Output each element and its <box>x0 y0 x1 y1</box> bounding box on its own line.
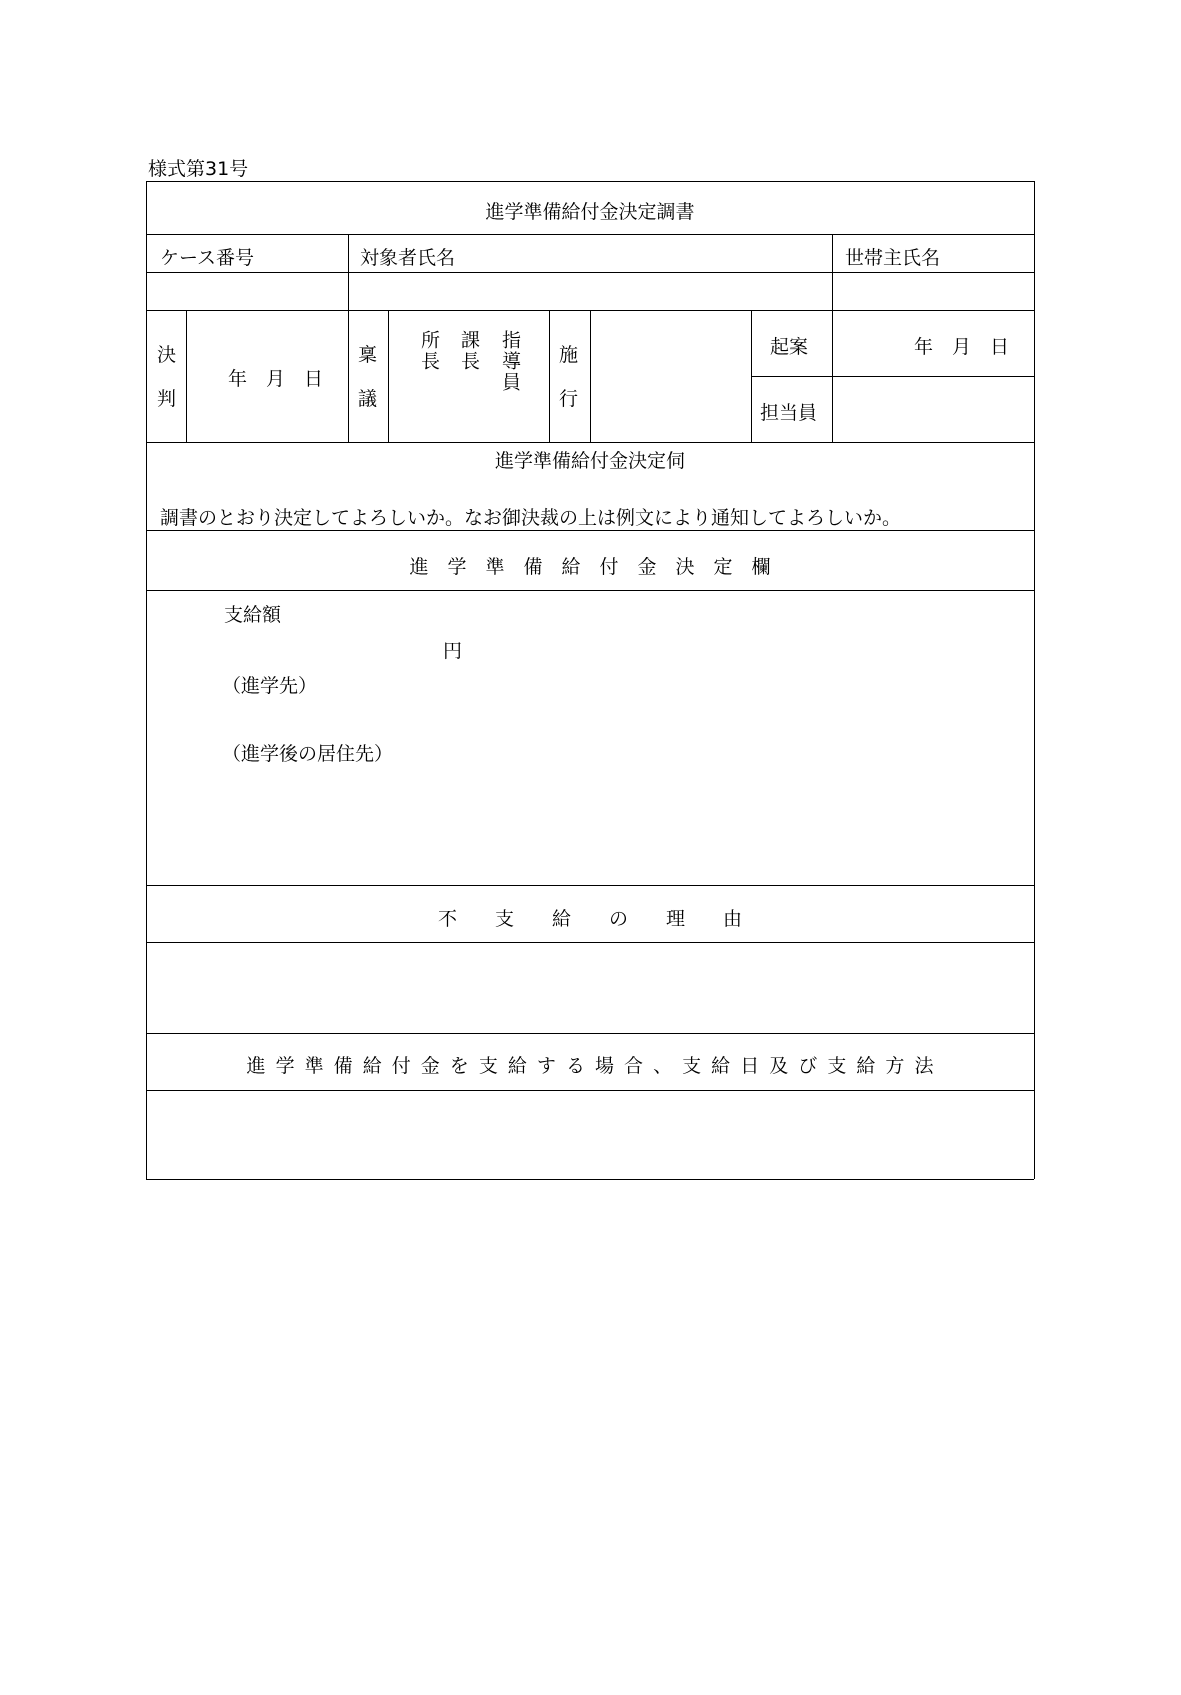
officer-label: 担当員 <box>760 402 818 424</box>
section-chief-label: 課長 <box>458 330 480 372</box>
decision-date: 年 月 日 <box>228 368 324 390</box>
non-payment-heading: 不 支 給 の 理 由 <box>437 908 742 930</box>
yen-label: 円 <box>443 640 463 662</box>
draft-label-a: 稟 <box>358 344 378 366</box>
case-number-label: ケース番号 <box>160 247 255 269</box>
decision-label: 決 <box>157 344 177 366</box>
document-title: 進学準備給付金決定調書 <box>485 201 695 223</box>
inquiry-heading: 進学準備給付金決定伺 <box>494 450 685 472</box>
drafted-date: 年 月 日 <box>914 336 1010 358</box>
judgment-label: 判 <box>157 388 177 410</box>
residence-label: （進学後の居住先） <box>222 743 394 765</box>
inquiry-text: 調書のとおり決定してよろしいか。なお御決裁の上は例文により通知してよろしいか。 <box>160 507 902 529</box>
director-label: 所長 <box>418 330 440 372</box>
amount-label: 支給額 <box>224 604 282 626</box>
enforce-label-b: 行 <box>559 388 579 410</box>
subject-name-label: 対象者氏名 <box>360 247 456 269</box>
drafted-label: 起案 <box>770 336 809 358</box>
householder-name-label: 世帯主氏名 <box>845 247 941 269</box>
decision-heading: 進 学 準 備 給 付 金 決 定 欄 <box>409 556 771 578</box>
draft-label-b: 議 <box>358 388 378 410</box>
form-number: 様式第31号 <box>148 158 249 180</box>
supervisor-label: 指導員 <box>499 330 521 393</box>
payment-heading: 進 学 準 備 給 付 金 を 支 給 す る 場 合 、 支 給 日 及 び 支 給 方 法 <box>246 1055 934 1077</box>
enforce-label-a: 施 <box>559 344 579 366</box>
school-label: （進学先） <box>222 675 318 697</box>
